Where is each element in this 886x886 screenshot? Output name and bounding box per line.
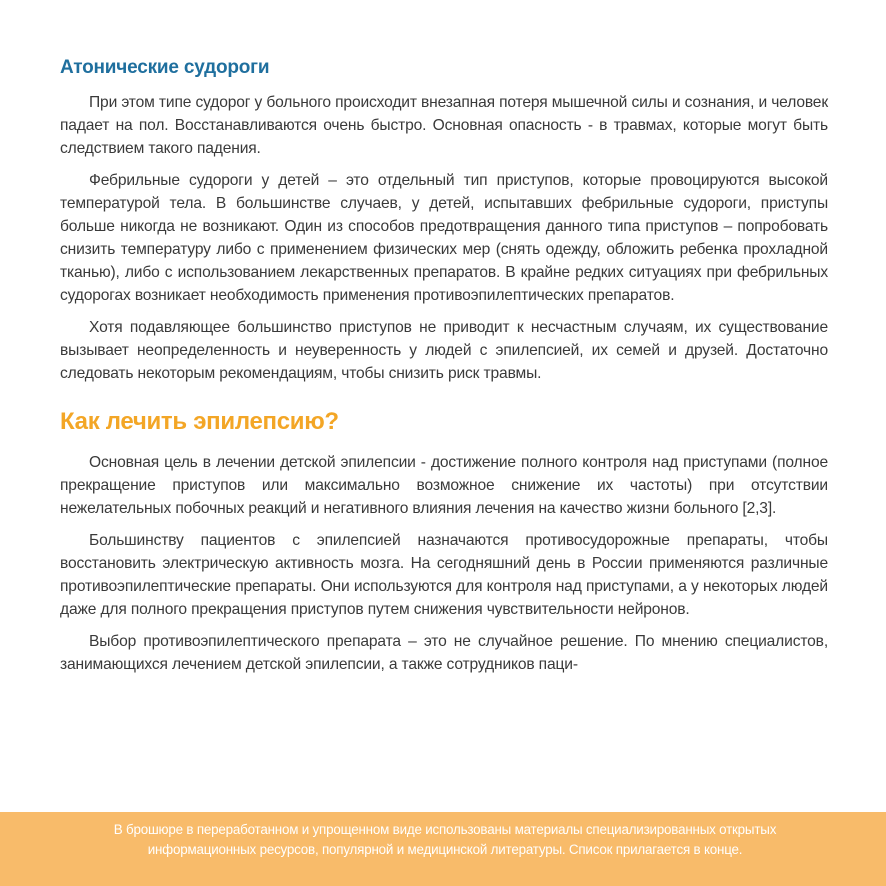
footer-note bbox=[60, 820, 830, 860]
paragraph: Большинству пациентов с эпилепсией назначаются противосудорожные препараты, чтобы восстановить электрическую активность мозга. На сегодняшний день в России применяются различные противоэпилептические препараты. Они используются для контроля над приступами, а у некоторых людей даже для полного прекращения приступов путем снижения чувствительности нейронов. bbox=[60, 532, 828, 618]
section-heading-atonic: Атонические судороги bbox=[60, 57, 270, 78]
footer-line: информационных ресурсов, популярной и медицинской литературы. Список прилагается в конце. bbox=[147, 842, 743, 857]
paragraph: Хотя подавляющее большинство приступов не приводит к несчастным случаям, их существование вызывает неопределенность и неуверенность у людей с эпилепсией, их семей и друзей. Достаточно следовать некоторым рекомендациям, чтобы снизить риск травмы. bbox=[60, 319, 828, 382]
footer-band bbox=[0, 812, 886, 886]
page-content bbox=[60, 56, 828, 685]
section-heading-treatment: Как лечить эпилепсию? bbox=[60, 408, 339, 435]
paragraph: При этом типе судорог у больного происходит внезапная потеря мышечной силы и сознания, и человек падает на пол. Восстанавливаются очень быстро. Основная опасность - в травмах, которые могут быть следствием такого падения. bbox=[60, 94, 828, 157]
paragraph: Основная цель в лечении детской эпилепсии - достижение полного контроля над приступами (полное прекращение приступов или максимально возможное снижение их частоты) при отсутствии нежелательных побочных реакций и негативного влияния лечения на качество жизни больного [2,3]. bbox=[60, 454, 828, 517]
paragraph: Выбор противоэпилептического препарата – это не случайное решение. По мнению специалистов, занимающихся лечением детской эпилепсии, а также сотрудников паци- bbox=[60, 633, 828, 673]
paragraph: Фебрильные судороги у детей – это отдельный тип приступов, которые провоцируются высокой температурой тела. В большинстве случаев, у детей, испытавших фебрильные судороги, приступы больше никогда не возникают. Один из способов предотвращения данного типа приступов – попробовать снизить температуру либо с применением физических мер (снять одежду, обложить ребенка прохладной тканью), либо с использованием лекарственных препаратов. В крайне редких ситуациях при фебрильных судорогах возникает необходимость применения противоэпилептических препаратов. bbox=[60, 172, 828, 304]
footer-line: В брошюре в переработанном и упрощенном виде использованы материалы специализированных открытых bbox=[113, 822, 777, 837]
